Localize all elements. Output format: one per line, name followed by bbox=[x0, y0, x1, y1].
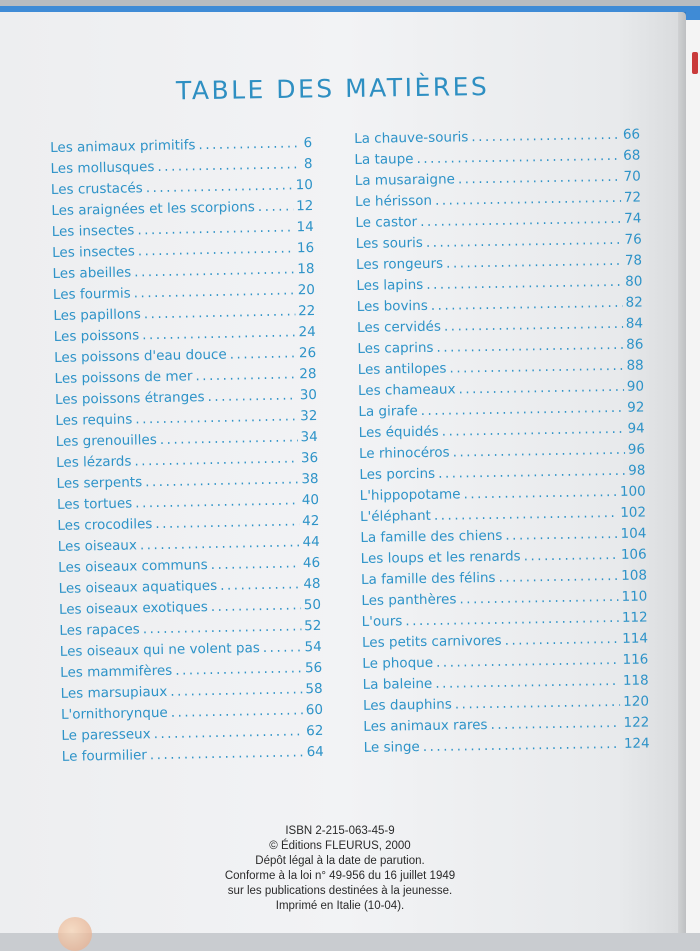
colophon bbox=[140, 824, 540, 914]
toc-entry-page: 88 bbox=[626, 357, 644, 374]
toc-dot-leader bbox=[134, 282, 295, 301]
toc-entry-page: 14 bbox=[296, 218, 314, 236]
book-page bbox=[0, 12, 686, 933]
toc-entry-title: Les tortues bbox=[56, 495, 133, 513]
toc-entry-page: 122 bbox=[623, 714, 650, 731]
toc-dot-leader bbox=[155, 513, 299, 532]
red-tab-mark bbox=[692, 52, 698, 74]
toc-dot-leader bbox=[421, 400, 625, 419]
toc-entry-title: La musaraigne bbox=[354, 171, 456, 189]
toc-entry-page: 108 bbox=[621, 567, 648, 584]
toc-entry-title: Les serpents bbox=[56, 474, 143, 492]
facing-page-edge bbox=[686, 20, 700, 933]
toc-entry-page: 62 bbox=[306, 722, 324, 740]
toc-dot-leader bbox=[211, 555, 301, 573]
toc-dot-leader bbox=[157, 156, 301, 175]
toc-dot-leader bbox=[134, 450, 298, 469]
toc-dot-leader bbox=[175, 660, 302, 678]
toc-entry-title: Les oiseaux exotiques bbox=[58, 599, 208, 618]
toc-entry-title: Le phoque bbox=[362, 654, 434, 672]
toc-dot-leader bbox=[436, 337, 623, 356]
toc-dot-leader bbox=[140, 534, 300, 553]
toc-entry-title: Les oiseaux communs bbox=[58, 557, 208, 576]
toc-entry-title: Les loups et les renards bbox=[360, 548, 521, 567]
toc-entry-page: 16 bbox=[296, 239, 315, 257]
toc-entry-title: Les caprins bbox=[357, 339, 434, 357]
toc-dot-leader bbox=[498, 568, 618, 586]
toc-entry-title: Les oiseaux aquatiques bbox=[58, 577, 218, 597]
toc-entry-page: 82 bbox=[625, 294, 643, 311]
toc-entry-title: Les oiseaux bbox=[57, 537, 138, 555]
toc-dot-leader bbox=[134, 261, 294, 280]
toc-entry-page: 114 bbox=[622, 630, 649, 647]
colophon-law: Conforme à la loi n° 49-956 du 16 juillet 1949 bbox=[224, 870, 456, 882]
toc-dot-leader bbox=[442, 421, 625, 440]
toc-entry-page: 90 bbox=[626, 378, 645, 395]
toc-entry-title: Le castor bbox=[355, 214, 418, 231]
toc-entry-title: Les oiseaux qui ne volent pas bbox=[59, 640, 260, 660]
toc-entry-title: Le singe bbox=[363, 739, 420, 756]
toc-entry-title: L'ours bbox=[361, 613, 403, 630]
colophon-copyright: © Éditions FLEURUS, 2000 bbox=[269, 840, 411, 852]
toc-dot-leader bbox=[160, 429, 298, 448]
toc-entry-page: 66 bbox=[622, 126, 641, 143]
toc-dot-leader bbox=[444, 316, 623, 335]
toc-entry-title: Les crustacés bbox=[50, 180, 143, 198]
toc-dot-leader bbox=[144, 303, 296, 322]
toc-entry-page: 12 bbox=[295, 197, 314, 215]
toc-entry-title: Les poissons d'eau douce bbox=[54, 346, 227, 366]
toc-entry-page: 58 bbox=[305, 680, 323, 698]
toc-right-column bbox=[354, 127, 650, 761]
toc-entry-page: 68 bbox=[623, 147, 641, 164]
toc-dot-leader bbox=[453, 442, 625, 461]
toc-dot-leader bbox=[458, 169, 621, 188]
toc-entry-title: Les lapins bbox=[356, 276, 424, 294]
toc-entry-title: Les poissons étranges bbox=[54, 389, 205, 408]
toc-entry-title: L'ornithorynque bbox=[60, 704, 168, 723]
toc-entry-page: 78 bbox=[624, 252, 643, 269]
toc-dot-leader bbox=[426, 274, 622, 293]
toc-entry-title: Les insectes bbox=[52, 243, 135, 261]
toc-entry-title: Les bovins bbox=[356, 297, 428, 315]
toc-entry-title: Les abeilles bbox=[52, 264, 132, 282]
toc-dot-leader bbox=[145, 471, 299, 490]
toc-entry-title: La famille des chiens bbox=[360, 527, 503, 546]
toc-entry-page: 36 bbox=[300, 449, 319, 467]
toc-entry-page: 60 bbox=[305, 701, 324, 719]
toc-entry-title: Les petits carnivores bbox=[361, 632, 502, 651]
toc-entry-title: Les rapaces bbox=[59, 621, 140, 639]
toc-entry-page: 92 bbox=[627, 399, 645, 416]
toc-entry-title: Les animaux primitifs bbox=[50, 137, 196, 156]
toc-entry-title: Le hérisson bbox=[354, 192, 433, 210]
toc-dot-leader bbox=[207, 387, 297, 405]
toc-entry-title: Les araignées et les scorpions bbox=[51, 199, 256, 219]
toc-left-column bbox=[50, 135, 324, 770]
toc-entry-page: 48 bbox=[303, 575, 321, 593]
toc-dot-leader bbox=[211, 597, 301, 615]
toc-entry-page: 54 bbox=[304, 638, 322, 656]
toc-entry-title: L'hippopotame bbox=[359, 486, 461, 504]
toc-entry-page: 84 bbox=[625, 315, 644, 332]
toc-dot-leader bbox=[463, 484, 617, 502]
toc-entry-page: 18 bbox=[297, 260, 315, 278]
toc-entry-page: 8 bbox=[303, 155, 313, 173]
toc-dot-leader bbox=[220, 576, 301, 594]
colophon-law-cont: sur les publications destinées à la jeunesse. bbox=[227, 885, 453, 897]
toc-entry-page: 64 bbox=[306, 743, 324, 761]
toc-entry-page: 94 bbox=[627, 420, 645, 437]
toc-entry-title: Les panthères bbox=[361, 591, 457, 609]
toc-dot-leader bbox=[153, 723, 303, 742]
toc-dot-leader bbox=[146, 177, 293, 196]
toc-dot-leader bbox=[436, 652, 620, 671]
toc-entry-title: Le rhinocéros bbox=[358, 444, 450, 462]
toc-dot-leader bbox=[143, 618, 302, 637]
toc-dot-leader bbox=[137, 219, 293, 238]
toc-entry bbox=[364, 735, 650, 760]
toc-entry-title: L'éléphant bbox=[359, 507, 432, 525]
toc-entry-page: 20 bbox=[297, 281, 316, 299]
page-title: TABLE DES MATIÈRES bbox=[175, 72, 490, 106]
toc-dot-leader bbox=[416, 148, 620, 167]
toc-dot-leader bbox=[195, 366, 296, 384]
corner-sticker bbox=[58, 917, 92, 951]
toc-dot-leader bbox=[435, 673, 620, 692]
toc-entry-title: Les souris bbox=[355, 234, 424, 252]
toc-entry-page: 26 bbox=[298, 344, 317, 362]
toc-entry-page: 72 bbox=[623, 189, 642, 206]
toc-entry-title: Les papillons bbox=[53, 306, 141, 324]
toc-entry-page: 70 bbox=[623, 168, 641, 185]
toc-entry-title: La baleine bbox=[362, 675, 433, 693]
page-binding-shadow bbox=[678, 12, 686, 933]
toc-entry-page: 56 bbox=[304, 659, 323, 677]
toc-entry-page: 24 bbox=[298, 323, 316, 341]
toc-entry-page: 124 bbox=[623, 735, 650, 752]
toc-entry-title: Les mammifères bbox=[60, 662, 173, 681]
toc-dot-leader bbox=[471, 127, 620, 145]
toc-entry-page: 74 bbox=[624, 210, 642, 227]
toc-dot-leader bbox=[138, 240, 294, 259]
toc-entry-title: Les poissons bbox=[53, 327, 140, 345]
toc-entry-title: Le paresseux bbox=[61, 726, 151, 744]
toc-dot-leader bbox=[135, 408, 297, 427]
toc-entry-title: Les mollusques bbox=[50, 159, 155, 177]
toc-dot-leader bbox=[459, 589, 618, 607]
toc-entry-page: 96 bbox=[627, 441, 646, 458]
toc-entry-title: Les poissons de mer bbox=[54, 368, 193, 387]
toc-entry-page: 22 bbox=[297, 302, 316, 320]
toc-dot-leader bbox=[455, 694, 621, 713]
toc-dot-leader bbox=[420, 211, 621, 230]
toc-entry-page: 38 bbox=[301, 470, 319, 488]
toc-dot-leader bbox=[490, 715, 620, 733]
toc-entry-page: 46 bbox=[302, 554, 321, 572]
toc-entry-page: 86 bbox=[626, 336, 644, 353]
toc-dot-leader bbox=[150, 744, 304, 763]
toc-entry-title: Les fourmis bbox=[52, 285, 131, 303]
toc-entry-page: 102 bbox=[620, 504, 647, 521]
toc-entry-title: Les rongeurs bbox=[355, 255, 444, 273]
toc-dot-leader bbox=[434, 505, 618, 524]
toc-entry-title: Les dauphins bbox=[362, 696, 452, 714]
toc-entry-title: Les crocodiles bbox=[57, 516, 153, 534]
toc-entry-page: 98 bbox=[628, 462, 646, 479]
toc-entry-title: Les chameaux bbox=[357, 381, 456, 399]
toc-dot-leader bbox=[263, 639, 302, 656]
toc-entry-title: Les animaux rares bbox=[363, 716, 488, 735]
toc-entry-title: Les antilopes bbox=[357, 360, 447, 378]
toc-entry-title: Les requins bbox=[55, 411, 133, 429]
toc-entry-page: 50 bbox=[303, 596, 322, 614]
toc-dot-leader bbox=[438, 463, 625, 482]
toc-dot-leader bbox=[458, 379, 624, 398]
toc-entry-page: 34 bbox=[300, 428, 318, 446]
toc-dot-leader bbox=[446, 253, 622, 272]
toc-entry-page: 120 bbox=[623, 693, 650, 710]
toc-entry-title: Les porcins bbox=[359, 465, 436, 483]
toc-entry-title: Les insectes bbox=[51, 222, 135, 240]
toc-entry-title: La taupe bbox=[354, 151, 414, 168]
toc-dot-leader bbox=[198, 135, 300, 153]
toc-entry-page: 80 bbox=[625, 273, 643, 290]
toc-entry-page: 100 bbox=[619, 483, 646, 500]
toc-dot-leader bbox=[258, 198, 294, 215]
toc-dot-leader bbox=[524, 547, 619, 564]
toc-entry-page: 6 bbox=[303, 134, 313, 152]
toc-dot-leader bbox=[405, 610, 619, 629]
toc-entry-page: 76 bbox=[624, 231, 642, 248]
toc-entry-title: Les lézards bbox=[56, 453, 132, 471]
toc-entry-page: 10 bbox=[295, 176, 314, 194]
toc-entry-page: 40 bbox=[301, 491, 320, 509]
toc-entry bbox=[62, 744, 324, 770]
toc-entry-page: 118 bbox=[622, 672, 649, 689]
toc-dot-leader bbox=[142, 324, 296, 343]
toc-entry-page: 116 bbox=[622, 651, 649, 668]
toc-dot-leader bbox=[171, 702, 303, 721]
toc-dot-leader bbox=[505, 526, 618, 544]
toc-entry-title: La chauve-souris bbox=[354, 129, 469, 147]
colophon-legal-deposit: Dépôt légal à la date de parution. bbox=[255, 855, 425, 867]
toc-entry-page: 52 bbox=[304, 617, 322, 635]
toc-dot-leader bbox=[449, 358, 623, 377]
toc-entry-title: La girafe bbox=[358, 403, 418, 420]
toc-dot-leader bbox=[423, 736, 621, 755]
toc-entry-page: 42 bbox=[302, 512, 320, 530]
toc-entry-page: 44 bbox=[302, 533, 320, 551]
toc-dot-leader bbox=[426, 232, 622, 251]
toc-entry-page: 110 bbox=[621, 588, 648, 605]
colophon-printed: Imprimé en Italie (10-04). bbox=[275, 900, 405, 912]
toc-entry-title: Les grenouilles bbox=[55, 432, 157, 450]
toc-dot-leader bbox=[435, 190, 621, 209]
toc-dot-leader bbox=[135, 492, 299, 511]
toc-entry-page: 28 bbox=[299, 365, 317, 383]
toc-entry-title: Les équidés bbox=[358, 423, 439, 441]
toc-entry-page: 104 bbox=[620, 525, 647, 542]
toc-entry-page: 112 bbox=[621, 609, 648, 626]
toc-entry-title: La famille des félins bbox=[360, 569, 496, 588]
toc-entry-page: 106 bbox=[620, 546, 647, 563]
colophon-isbn: ISBN 2-215-063-45-9 bbox=[285, 825, 395, 837]
toc-dot-leader bbox=[431, 295, 623, 314]
toc-entry-title: Les marsupiaux bbox=[60, 683, 168, 702]
toc-entry-title: Le fourmilier bbox=[61, 747, 148, 765]
toc-dot-leader bbox=[170, 681, 302, 700]
toc-entry-page: 30 bbox=[299, 386, 318, 404]
toc-dot-leader bbox=[230, 345, 297, 362]
toc-dot-leader bbox=[505, 631, 620, 649]
toc-entry-page: 32 bbox=[300, 407, 318, 425]
toc-entry-title: Les cervidés bbox=[356, 318, 442, 336]
